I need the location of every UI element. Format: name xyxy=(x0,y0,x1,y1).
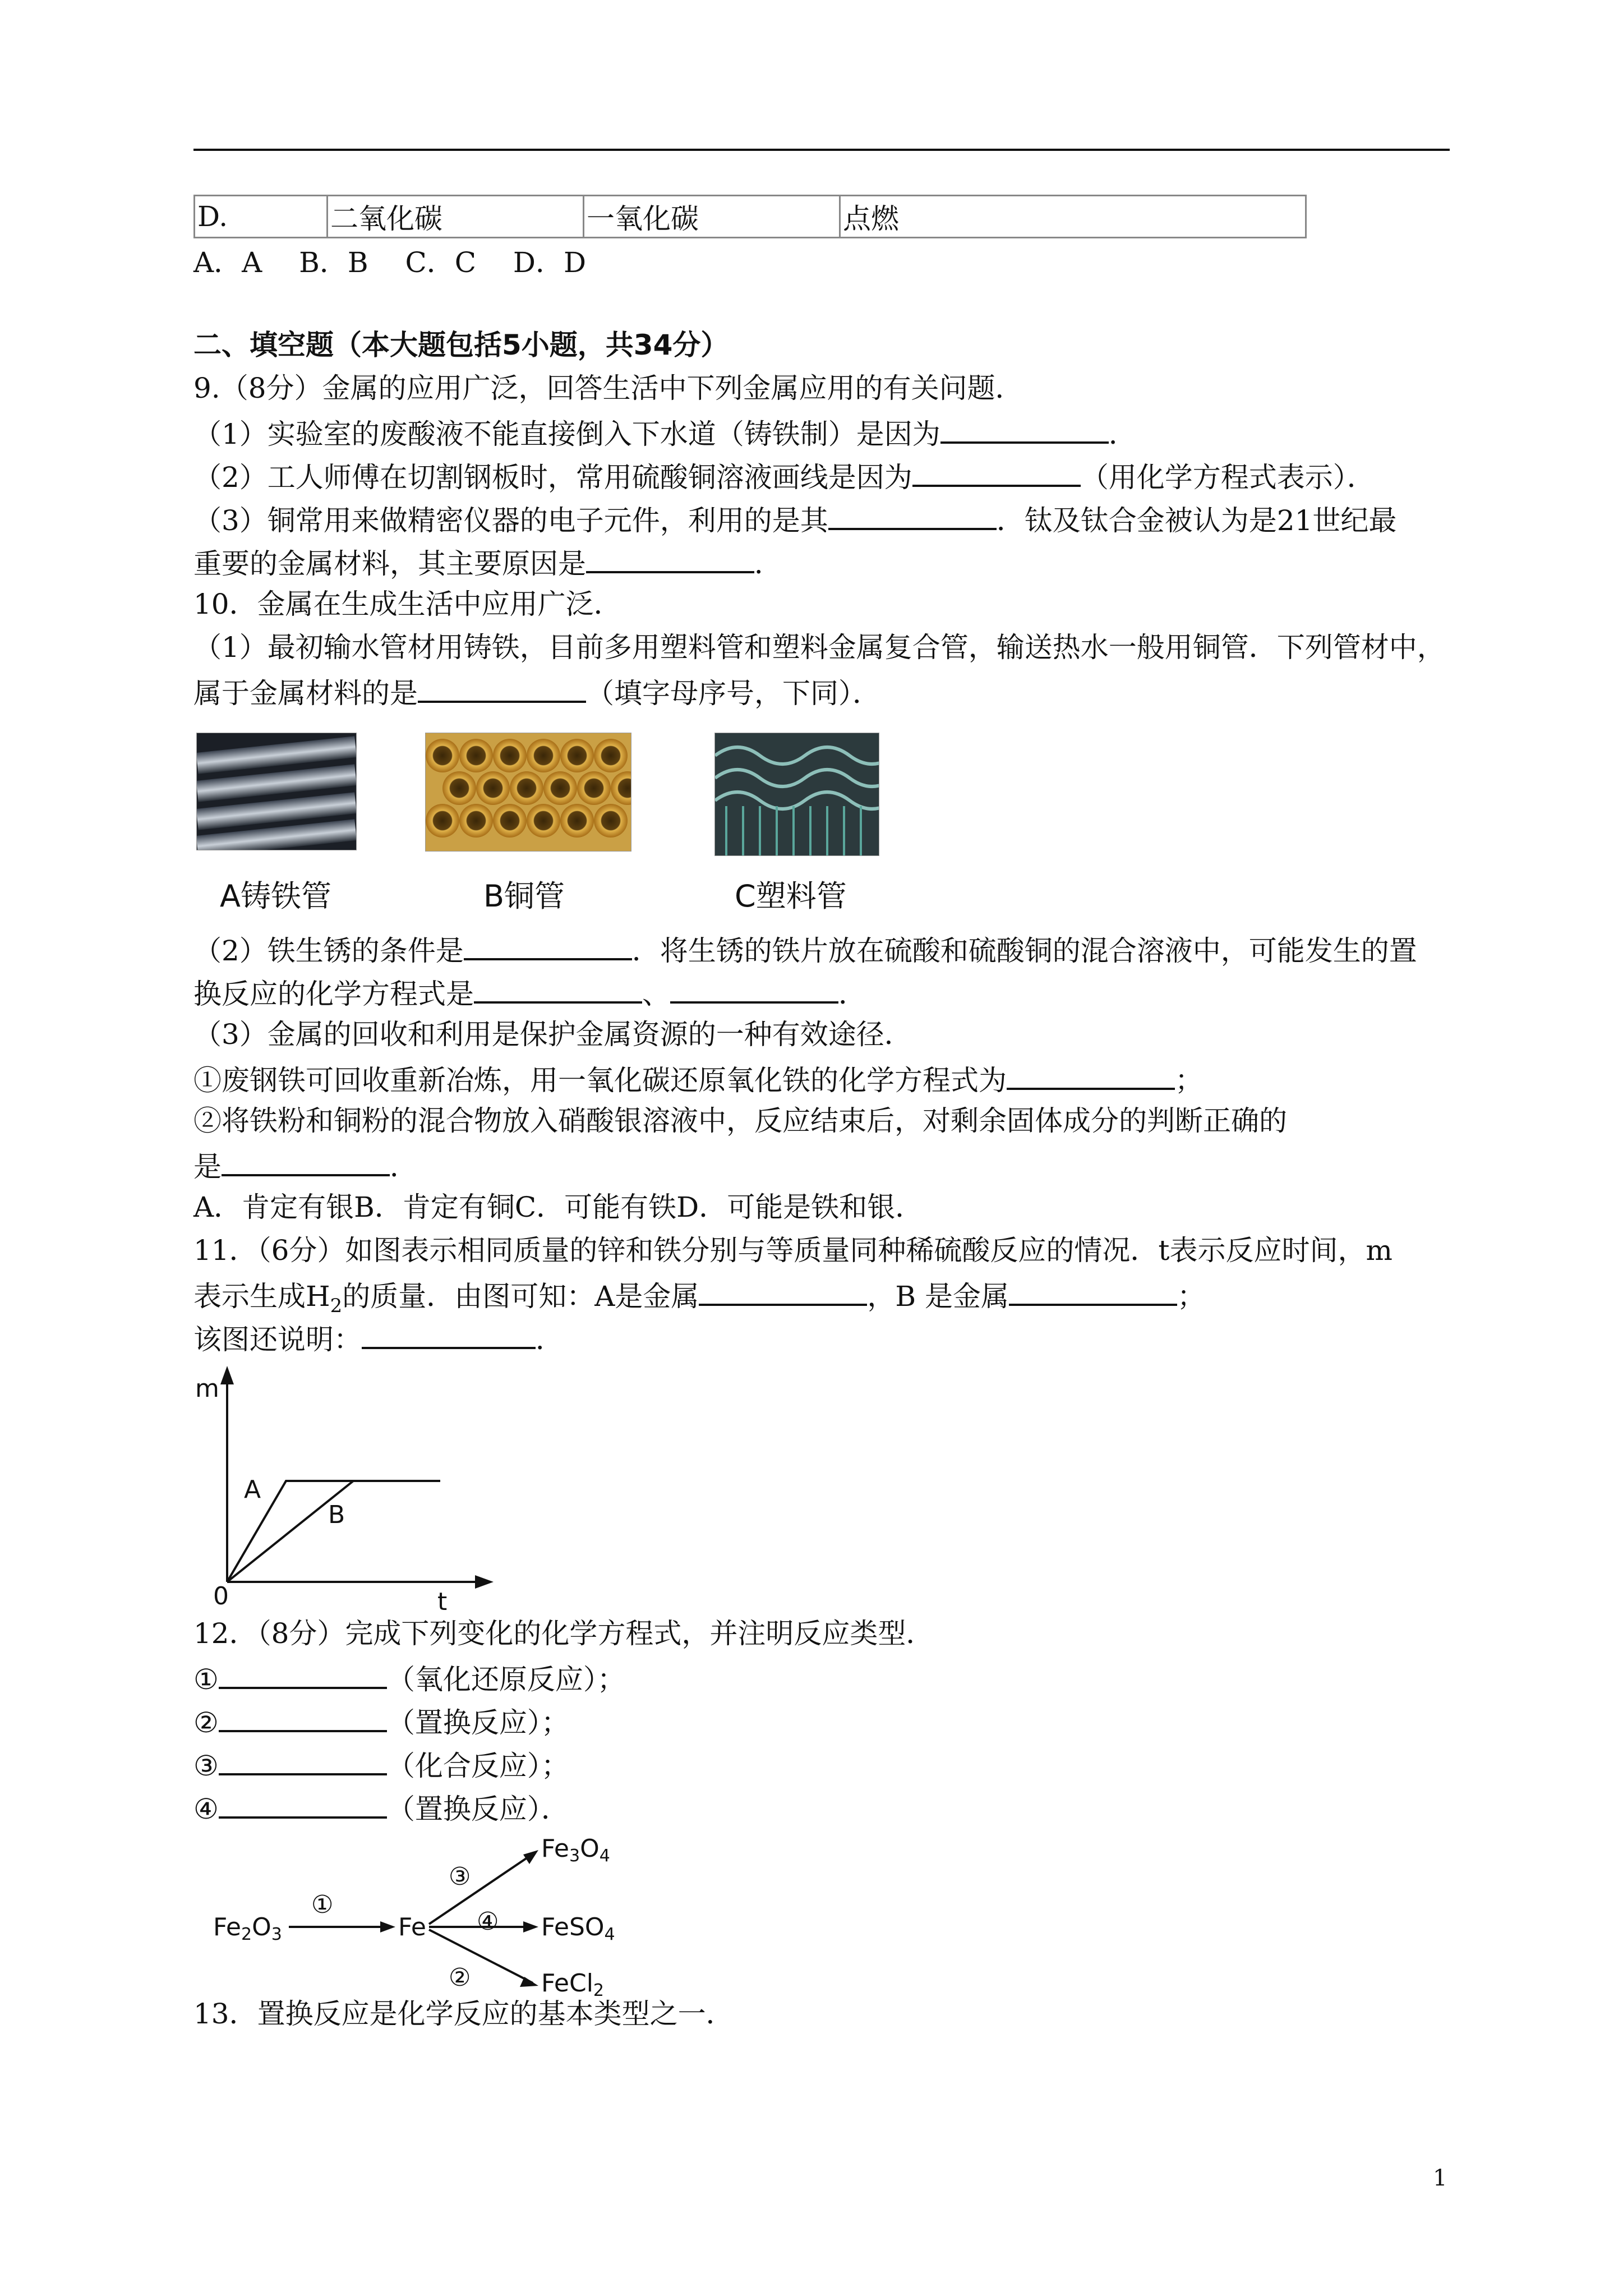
q12-item: ④ （置换反应）． xyxy=(193,1789,569,1826)
q10-choices: A．肯定有银B．肯定有铜C．可能有铁D．可能是铁和银． xyxy=(193,1191,924,1223)
reaction-scheme-diagram xyxy=(202,1823,662,2003)
section-title: 二、填空题（本大题包括5小题，共34分） xyxy=(193,329,729,361)
cast-iron-pipe-image xyxy=(196,733,357,850)
answer-blank[interactable] xyxy=(464,931,632,960)
q12-item: ① （氧化还原反应）； xyxy=(193,1660,625,1696)
caption-cast-iron: A铸铁管 xyxy=(220,878,331,914)
q10-part3: （3）金属的回收和利用是保护金属资源的一种有效途径． xyxy=(193,1018,912,1051)
q10-stem: 10．金属在生成生活中应用广泛． xyxy=(193,588,622,620)
plastic-pipe-image xyxy=(714,733,879,856)
fe2o3-label: Fe2O3 xyxy=(213,1913,282,1944)
q13-stem: 13．置换反应是化学反应的基本类型之一． xyxy=(193,1998,734,2030)
option-table xyxy=(193,195,1307,238)
fe3o4-label: Fe3O4 xyxy=(541,1834,610,1866)
answer-blank[interactable] xyxy=(219,1746,387,1775)
q10-part3-2: ②将铁粉和铜粉的混合物放入硝酸银溶液中，反应结束后，对剩余固体成分的判断正确的 xyxy=(193,1105,1287,1137)
table-cell: D. xyxy=(195,196,328,238)
answer-blank[interactable] xyxy=(912,458,1081,487)
step-1-label: ① xyxy=(311,1890,334,1919)
q10-part1: （1）最初输水管材用铸铁，目前多用塑料管和塑料金属复合管，输送热水一般用铜管．下列管材中， xyxy=(193,631,1445,664)
q10-part1-cont: 属于金属材料的是 （填字母序号，下同）． xyxy=(193,674,880,710)
y-axis-label: m xyxy=(195,1374,219,1403)
q9-part3: （3）铜常用来做精密仪器的电子元件，利用的是其 ．钛及钛合金被认为是21世纪最 xyxy=(193,501,1396,537)
step-3-label: ③ xyxy=(449,1862,471,1891)
curve-a-label: A xyxy=(244,1475,261,1504)
curve-b-label: B xyxy=(328,1501,345,1529)
caption-plastic: C塑料管 xyxy=(735,878,847,914)
step-2-label: ② xyxy=(449,1963,471,1992)
q12-item: ③ （化合反应）； xyxy=(193,1746,569,1783)
q12-stem: 12．（8分）完成下列变化的化学方程式，并注明反应类型． xyxy=(193,1617,934,1650)
answer-blank[interactable] xyxy=(219,1703,387,1732)
table-cell: 二氧化碳 xyxy=(328,196,584,238)
answer-blank[interactable] xyxy=(362,1320,536,1349)
q10-part2-cont: 换反应的化学方程式是 、 ． xyxy=(193,974,866,1011)
table-row xyxy=(195,196,1306,238)
x-axis-arrow xyxy=(475,1575,494,1589)
header-rule xyxy=(193,149,1450,151)
caption-copper: B铜管 xyxy=(483,878,565,914)
q12-item: ② （置换反应）； xyxy=(193,1703,569,1740)
answer-blank[interactable] xyxy=(670,974,838,1004)
q9-part3-cont: 重要的金属材料，其主要原因是 ． xyxy=(193,544,782,581)
origin-label: 0 xyxy=(213,1582,229,1611)
q9-part1: （1）实验室的废酸液不能直接倒入下水道（铸铁制）是因为 ． xyxy=(193,415,1137,451)
reaction-graph xyxy=(191,1358,505,1616)
answer-blank[interactable] xyxy=(418,674,586,703)
answer-options: A．A B．B C．C D．D xyxy=(193,246,587,279)
answer-blank[interactable] xyxy=(474,974,642,1004)
answer-blank[interactable] xyxy=(828,501,997,530)
arrow-2 xyxy=(429,1930,533,1983)
feso4-label: FeSO4 xyxy=(541,1913,615,1944)
answer-blank[interactable] xyxy=(1007,1061,1175,1090)
q9-stem: 9.（8分）金属的应用广泛，回答生活中下列金属应用的有关问题． xyxy=(193,372,1023,404)
x-axis-label: t xyxy=(437,1588,448,1616)
fe-label: Fe xyxy=(398,1913,426,1941)
answer-blank[interactable] xyxy=(1009,1277,1177,1306)
q10-part3-1: ①废钢铁可回收重新冶炼，用一氧化碳还原氧化铁的化学方程式为 ； xyxy=(193,1061,1203,1097)
q11-line3: 该图还说明： ． xyxy=(193,1320,564,1356)
answer-blank[interactable] xyxy=(219,1660,387,1689)
page-number: 1 xyxy=(1433,2165,1447,2191)
fecl2-label: FeCl2 xyxy=(541,1969,605,2000)
answer-blank[interactable] xyxy=(219,1789,387,1819)
step-4-label: ④ xyxy=(477,1907,499,1936)
q9-part2: （2）工人师傅在切割钢板时，常用硫酸铜溶液画线是因为 （用化学方程式表示）． xyxy=(193,458,1375,494)
answer-blank[interactable] xyxy=(586,544,754,573)
table-cell: 一氧化碳 xyxy=(584,196,840,238)
copper-pipe-image xyxy=(425,733,631,852)
q10-part2: （2）铁生锈的条件是 ．将生锈的铁片放在硫酸和硫酸铜的混合溶液中，可能发生的置 xyxy=(193,931,1417,968)
q11-line2: 表示生成$H_2$的质量．由图可知：A是金属 ，B 是金属 ； xyxy=(193,1277,1205,1323)
answer-blank[interactable] xyxy=(222,1147,390,1176)
q10-part3-2-cont: 是 ． xyxy=(193,1147,418,1184)
table-cell: 点燃 xyxy=(840,196,1306,238)
y-axis-arrow xyxy=(220,1366,234,1384)
answer-blank[interactable] xyxy=(940,415,1109,444)
answer-blank[interactable] xyxy=(699,1277,867,1306)
q11-line1: 11．（6分）如图表示相同质量的锌和铁分别与等质量同种稀硫酸反应的情况．t表示反应时间，m xyxy=(193,1234,1393,1267)
